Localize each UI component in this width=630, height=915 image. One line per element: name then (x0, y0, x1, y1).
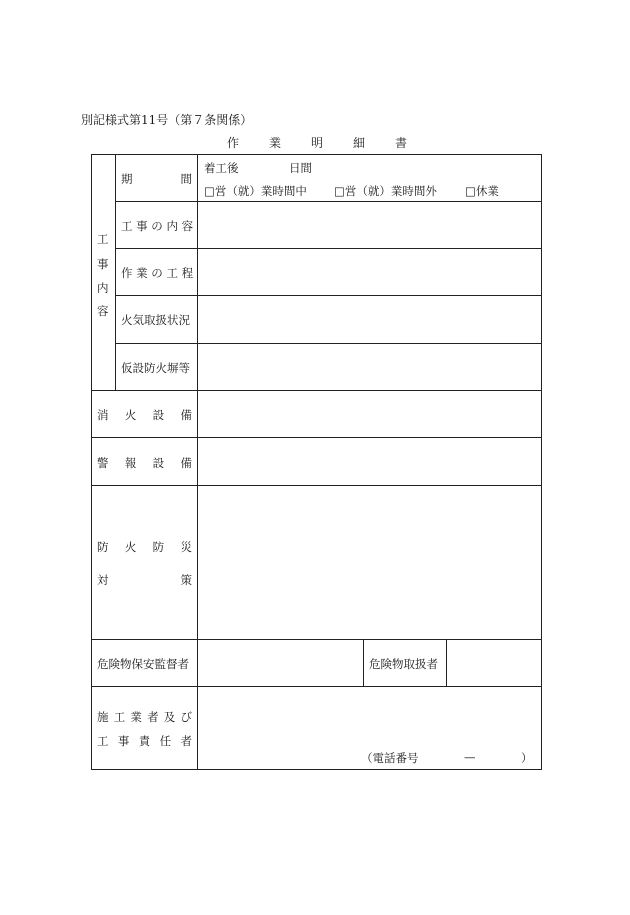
table-divider (91, 390, 542, 391)
label-line (97, 572, 192, 588)
table-border-bottom (91, 769, 542, 770)
title-char: 細 (352, 136, 365, 150)
label-char: 工 (97, 734, 109, 748)
title-char: 作 (227, 136, 240, 150)
label-char: 対 (97, 573, 109, 587)
label-char: 策 (180, 573, 192, 587)
temporary-firewall-label: 仮設防火塀等 (121, 361, 190, 375)
label-char: び (180, 710, 192, 724)
label-char: 工 (113, 710, 126, 724)
period-days-text: 日間 (289, 161, 312, 175)
label-char: 報 (124, 456, 137, 470)
label-char: 火 (124, 540, 137, 554)
label-char: 防 (97, 540, 109, 554)
period-label (121, 171, 192, 187)
hazmat-supervisor-label: 危険物保安監督者 (97, 657, 189, 671)
label-char: 備 (180, 456, 192, 470)
document-title (227, 134, 407, 151)
table-divider (197, 154, 198, 769)
work-content-label: 工 事 の 内 容 (121, 219, 194, 233)
label-char: 事 (117, 734, 130, 748)
table-divider (115, 248, 542, 249)
table-border-top (91, 154, 542, 155)
label-char: 設 (152, 456, 165, 470)
table-divider (91, 485, 542, 486)
label-char: 者 (147, 710, 159, 724)
form-number-caption: 別記様式第11号（第７条関係） (81, 113, 253, 127)
label-char: 備 (180, 408, 192, 422)
label-char: 及 (163, 710, 176, 724)
label-char: 警 (97, 456, 109, 470)
phone-number-close: ） (521, 751, 533, 765)
option-during-hours[interactable]: □営（就）業時間中 (204, 184, 307, 198)
table-divider (91, 639, 542, 640)
label-line (97, 709, 192, 725)
fire-extinguishing-equipment-label (97, 407, 192, 423)
phone-number-dash: — (464, 750, 476, 764)
label-char: 者 (180, 734, 192, 748)
work-process-label: 作 業 の 工 程 (121, 266, 194, 280)
label-char: 設 (152, 408, 165, 422)
section-char: 工 (97, 232, 109, 246)
label-char: 消 (97, 408, 109, 422)
table-border-right (541, 154, 542, 769)
section-char: 事 (97, 257, 109, 271)
option-closed[interactable]: □休業 (465, 184, 499, 198)
title-char: 明 (310, 136, 323, 150)
fire-handling-label: 火気取扱状況 (121, 313, 190, 327)
title-char: 書 (394, 136, 407, 150)
table-divider (115, 154, 116, 390)
label-char: 期 (121, 172, 133, 186)
period-start-text: 着工後 (204, 161, 239, 175)
label-char: 災 (180, 540, 192, 554)
label-line (97, 539, 192, 555)
table-divider (363, 639, 364, 686)
table-divider (446, 639, 447, 686)
phone-number-label: （電話番号 (361, 751, 419, 765)
label-char: 業 (130, 710, 142, 724)
table-divider (91, 437, 542, 438)
table-border-left (91, 154, 92, 769)
label-char: 任 (159, 734, 172, 748)
section-char: 容 (97, 304, 109, 318)
table-divider (115, 201, 542, 202)
label-line (97, 733, 192, 749)
hazmat-handler-label: 危険物取扱者 (369, 657, 438, 671)
label-char: 責 (138, 734, 151, 748)
table-divider (115, 295, 542, 296)
option-outside-hours[interactable]: □営（就）業時間外 (334, 184, 437, 198)
alarm-equipment-label (97, 455, 192, 471)
label-char: 施 (97, 710, 109, 724)
title-char: 業 (268, 136, 281, 150)
section-char: 内 (97, 281, 109, 295)
table-divider (91, 686, 542, 687)
label-char: 防 (152, 540, 165, 554)
table-divider (115, 343, 542, 344)
label-char: 火 (124, 408, 137, 422)
label-char: 間 (180, 172, 192, 186)
